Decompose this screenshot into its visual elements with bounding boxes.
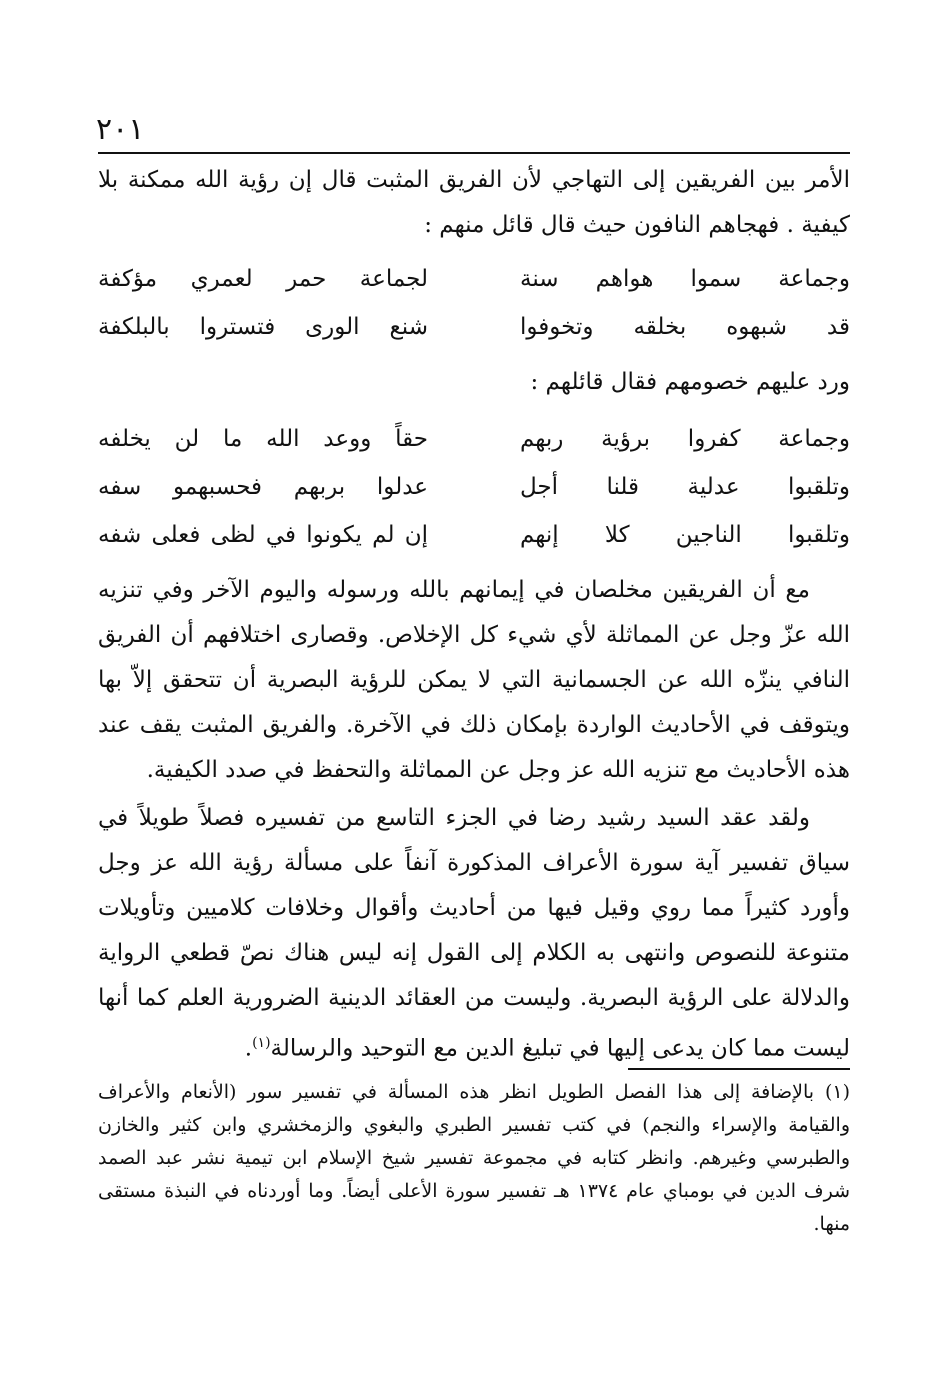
poem-line [98,415,850,463]
intro-paragraph: الأمر بين الفريقين إلى التهاجي لأن الفريق المثبت قال إن رؤية الله ممكنة بلا كيفية . فهجاهم النافون حيث قال قائل منهم : [98,167,850,238]
header-rule [98,152,850,154]
poem-line [98,303,850,351]
poem-hemistich-left: لجماعة حمر لعمري مؤكفة [98,266,428,292]
poem-hemistich-left: عدلوا بربهم فحسبهمو سفه [98,474,428,500]
footnote-rule [628,1068,850,1070]
paragraph-3-end: . [244,1035,253,1062]
poem-hemistich-right: وجماعة كفروا برؤية ربهم [520,426,850,452]
poem-hemistich-right: وتلقبوا الناجين كلا إنهم [520,522,850,548]
poem-hemistich-right: وتلقبوا عدلية قلنا أجل [520,474,850,500]
poem-hemistich-right: قد شبهوه بخلقه وتخوفوا [520,314,850,340]
bridge-line: ورد عليهم خصومهم فقال قائلهم : [530,369,850,395]
paragraph-3 [98,796,850,1072]
poem-2 [98,415,850,559]
poem-hemistich-left: حقاً ووعد الله ما لن يخلفه [98,426,428,452]
poem-hemistich-left: إن لم يكونوا في لظى فعلى شفه [98,522,428,548]
poem-hemistich-left: شنع الورى فتستروا بالبلكفة [98,314,428,340]
paragraph-3-text: ولقد عقد السيد رشيد رضا في الجزء التاسع من تفسيره فصلاً طويلاً في سياق تفسير آية سورة الأعراف المذكورة آنفاً على مسألة رؤية الله عز وجل وأورد كثيراً مما روي وقيل فيها من أحاديث وأقوال وخلافات كلاميين وتأويلات متنوعة للنصوص وانتهى به الكلام إلى القول إنه ليس هناك نصّ قطعي الرواية والدلالة على الرؤية البصرية. وليست من العقائد الدينية الضرورية العلم كما أنها ليست مما كان يدعى إليها في تبليغ الدين مع التوحيد والرسالة [98,805,850,1062]
poem-line [98,463,850,511]
footnote: (١) بالإضافة إلى هذا الفصل الطويل انظر هذه المسألة في تفسير سور (الأنعام والأعراف والقيامة والإسراء والنجم) في كتب تفسير الطبري والبغوي والزمخشري وابن كثير والخازن والطبرسي وغيرهم. وانظر كتابه في مجموعة تفسير شيخ الإسلام ابن تيمية نشر عبد الصمد شرف الدين في بومباي عام ١٣٧٤ هـ تفسير سورة الأعلى أيضاً. وما أوردناه في النبذة مستقى منها. [98,1081,850,1235]
poem-line [98,511,850,559]
poem-hemistich-right: وجماعة سموا هواهم سنة [520,266,850,292]
page-number: ٢٠١ [96,112,145,147]
poem-line [98,255,850,303]
poem-1 [98,255,850,351]
footnote-marker: (١) [252,1035,271,1051]
paragraph-2: مع أن الفريقين مخلصان في إيمانهم بالله ورسوله واليوم الآخر وفي تنزيه الله عزّ وجل عن المماثلة لأي شيء كل الإخلاص. وقصارى اختلافهم أن الفريق النافي ينزّه الله عن الجسمانية التي لا يمكن للرؤية البصرية أن تتحقق إلاّ بها ويتوقف في الأحاديث الواردة بإمكان ذلك في الآخرة. والفريق المثبت يقف عند هذه الأحاديث مع تنزيه الله عز وجل عن المماثلة والتحفظ في صدد الكيفية. [98,577,850,783]
